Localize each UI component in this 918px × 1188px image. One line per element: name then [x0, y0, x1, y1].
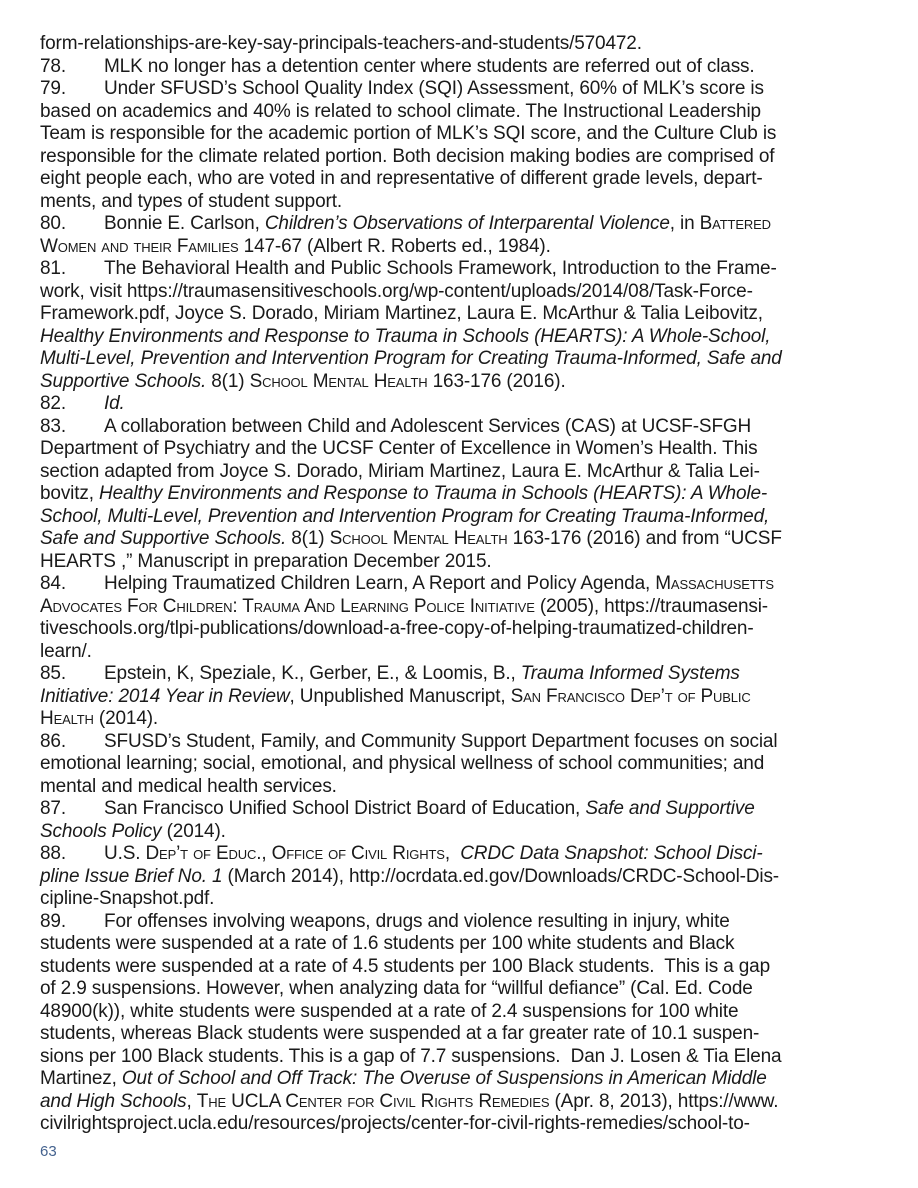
footnote-number: 86.	[40, 730, 66, 752]
text-run: Team is responsible for the academic portion of MLK’s SQI score, and the Culture Club is	[40, 123, 777, 144]
text-line	[40, 798, 888, 821]
text-run: Trauma Informed Systems	[520, 663, 740, 684]
text-run: 48900(k)), white students were suspended at a rate of 2.4 suspensions for 100 white	[40, 1000, 739, 1022]
text-line	[40, 641, 888, 664]
text-line	[40, 866, 888, 889]
footnote-number: 85.	[40, 663, 66, 684]
text-line	[40, 303, 888, 326]
text-run: Martinez,	[40, 1068, 122, 1089]
text-run: Battered	[699, 213, 771, 234]
text-run: (Apr. 8, 2013), https://www.	[549, 1090, 779, 1112]
text-line	[40, 753, 888, 776]
text-line	[40, 1068, 888, 1091]
text-run: responsible for the climate related portion. Both decision making bodies are comprised of	[40, 145, 775, 167]
text-run: Id.	[104, 393, 125, 414]
text-run: (2014).	[93, 708, 159, 729]
text-line	[40, 1113, 888, 1136]
text-run: Massachusetts	[655, 573, 774, 594]
text-run: MLK no longer has a detention center where students are referred out of class.	[104, 55, 755, 77]
text-run: The UCLA Center for Civil Rights Remedies	[196, 1090, 550, 1112]
text-line	[40, 33, 888, 56]
footnote-number: 87.	[40, 798, 66, 819]
text-run: ,	[186, 1090, 197, 1112]
text-run: students were suspended at a rate of 1.6 students per 100 white students and Black	[40, 933, 735, 954]
text-run: ments, and types of student support.	[40, 190, 342, 212]
text-line	[40, 146, 888, 169]
footnote-number: 81.	[40, 258, 66, 279]
text-run: work, visit https://traumasensitiveschools.org/wp-content/uploads/2014/08/Task-Force-	[40, 280, 753, 302]
text-run: School Mental Health	[329, 528, 508, 549]
text-line	[40, 978, 888, 1001]
text-run: HEARTS ,” Manuscript in preparation December 2015.	[40, 550, 492, 572]
text-line	[40, 911, 888, 934]
text-line	[40, 686, 888, 709]
text-run: School, Multi-Level, Prevention and Intervention Program for Creating Trauma-Informed,	[40, 505, 770, 527]
text-line	[40, 168, 888, 191]
text-line	[40, 393, 888, 416]
text-run: 8(1)	[286, 528, 330, 549]
text-run: learn/.	[40, 640, 92, 662]
text-run: CRDC Data Snapshot: School Disci-	[460, 843, 763, 864]
text-line	[40, 213, 888, 236]
text-run: pline Issue Brief No. 1	[40, 865, 223, 887]
text-run: Out of School and Off Track: The Overuse of Suspensions in American Middle	[121, 1068, 767, 1089]
text-run: students, whereas Black students were suspended at a far greater rate of 10.1 suspen-	[40, 1023, 760, 1044]
document-lines	[40, 33, 888, 1136]
text-run: Department of Psychiatry and the UCSF Center of Excellence in Women’s Health. This	[40, 438, 758, 459]
text-run: bovitz,	[40, 483, 99, 504]
footnote-number: 88.	[40, 843, 66, 864]
text-run: U.S. Dep’t of Educ., Office of Civil Rights	[104, 843, 445, 864]
text-run: Safe and Supportive	[585, 798, 755, 819]
text-run: Bonnie E. Carlson,	[104, 213, 265, 234]
text-run: of 2.9 suspensions. However, when analyzing data for “willful defiance” (Cal. Ed. Code	[40, 978, 753, 999]
text-run: For offenses involving weapons, drugs and violence resulting in injury, white	[104, 910, 730, 932]
text-line	[40, 708, 888, 731]
text-run: based on academics and 40% is related to school climate. The Instructional Leadership	[40, 100, 761, 122]
text-run: San Francisco Dep’t of Public	[510, 685, 751, 707]
footnote-number: 78.	[40, 55, 66, 77]
text-line	[40, 1001, 888, 1024]
text-run: , Unpublished Manuscript,	[289, 685, 511, 707]
text-run: (March 2014), http://ocrdata.ed.gov/Downloads/CRDC-School-Dis-	[222, 865, 779, 887]
text-run: Multi-Level, Prevention and Intervention Program for Creating Trauma-Informed, Safe and	[40, 348, 782, 369]
text-line	[40, 101, 888, 124]
text-line	[40, 461, 888, 484]
text-run: Health	[40, 708, 94, 729]
text-run: Supportive Schools.	[40, 370, 207, 392]
text-line	[40, 348, 888, 371]
text-line	[40, 573, 888, 596]
text-line	[40, 1023, 888, 1046]
text-run: Initiative: 2014 Year in Review	[40, 685, 290, 707]
footnote-number: 80.	[40, 213, 66, 234]
text-run: sions per 100 Black students. This is a gap of 7.7 suspensions. Dan J. Losen & Tia Elena	[40, 1045, 782, 1067]
text-run: civilrightsproject.ucla.edu/resources/projects/center-for-civil-rights-remedies/school-to-	[40, 1113, 750, 1134]
text-run: School Mental Health	[249, 370, 428, 392]
text-line	[40, 371, 888, 394]
text-run: form-relationships-are-key-say-principals-teachers-and-students/570472.	[40, 33, 642, 54]
footnote-number: 82.	[40, 393, 66, 414]
text-line	[40, 1046, 888, 1069]
text-line	[40, 258, 888, 281]
text-run: mental and medical health services.	[40, 775, 337, 797]
text-line	[40, 956, 888, 979]
text-line	[40, 78, 888, 101]
text-line	[40, 551, 888, 574]
text-line	[40, 821, 888, 844]
text-run: Safe and Supportive Schools.	[40, 528, 287, 549]
text-line	[40, 191, 888, 214]
footnote-number: 79.	[40, 78, 66, 99]
text-run: A collaboration between Child and Adolescent Services (CAS) at UCSF-SFGH	[104, 415, 752, 437]
text-line	[40, 933, 888, 956]
text-run: 147-67 (Albert R. Roberts ed., 1984).	[238, 235, 551, 257]
footnote-number: 84.	[40, 573, 66, 594]
text-line	[40, 1091, 888, 1114]
text-line	[40, 438, 888, 461]
text-run: ,	[444, 843, 461, 864]
text-run: cipline-Snapshot.pdf.	[40, 888, 215, 909]
text-line	[40, 888, 888, 911]
text-run: Healthy Environments and Response to Trauma in Schools (HEARTS): A Whole-School,	[40, 325, 771, 347]
text-line	[40, 56, 888, 79]
text-run: (2014).	[161, 820, 226, 842]
text-run: Healthy Environments and Response to Trauma in Schools (HEARTS): A Whole-	[99, 483, 768, 504]
text-run: Advocates For Children: Trauma And Learning Police Initiative	[40, 595, 535, 617]
text-line	[40, 596, 888, 619]
text-line	[40, 416, 888, 439]
text-run: tiveschools.org/tlpi-publications/download-a-free-copy-of-helping-traumatized-children-	[40, 618, 754, 639]
text-run: eight people each, who are voted in and representative of different grade levels, depart-	[40, 168, 763, 189]
footnote-number: 83.	[40, 415, 66, 437]
text-run: , in	[669, 213, 700, 234]
text-line	[40, 618, 888, 641]
text-line	[40, 483, 888, 506]
text-run: SFUSD’s Student, Family, and Community Support Department focuses on social	[104, 730, 778, 752]
text-run: Under SFUSD’s School Quality Index (SQI) Assessment, 60% of MLK’s score is	[104, 78, 764, 99]
text-line	[40, 528, 888, 551]
text-line	[40, 506, 888, 529]
text-run: students were suspended at a rate of 4.5 students per 100 Black students. This is a gap	[40, 955, 771, 977]
page-number: 63	[40, 1142, 57, 1160]
text-line	[40, 123, 888, 146]
text-run: San Francisco Unified School District Board of Education,	[104, 798, 586, 819]
text-line	[40, 326, 888, 349]
text-run: Epstein, K, Speziale, K., Gerber, E., & Loomis, B.,	[104, 663, 521, 684]
text-run: 8(1)	[206, 370, 250, 392]
text-run: Women and their Families	[40, 235, 239, 257]
text-run: Helping Traumatized Children Learn, A Report and Policy Agenda,	[104, 573, 656, 594]
text-run: 163-176 (2016).	[427, 370, 566, 392]
text-line	[40, 281, 888, 304]
text-run: Children’s Observations of Interparental Violence	[264, 213, 670, 234]
text-run: and High Schools	[40, 1090, 187, 1112]
text-run: (2005), https://traumasensi-	[534, 595, 768, 617]
text-line	[40, 236, 888, 259]
text-run: Framework.pdf, Joyce S. Dorado, Miriam Martinez, Laura E. McArthur & Talia Leibovitz,	[40, 303, 763, 324]
text-line	[40, 731, 888, 754]
footnote-number: 89.	[40, 910, 66, 932]
text-run: Schools Policy	[40, 820, 162, 842]
text-line	[40, 776, 888, 799]
text-line	[40, 843, 888, 866]
text-run: 163-176 (2016) and from “UCSF	[507, 528, 782, 549]
text-run: emotional learning; social, emotional, and physical wellness of school communities; and	[40, 753, 765, 774]
text-run: section adapted from Joyce S. Dorado, Miriam Martinez, Laura E. McArthur & Talia Lei-	[40, 460, 760, 482]
text-run: The Behavioral Health and Public Schools Framework, Introduction to the Frame-	[104, 258, 777, 279]
text-line	[40, 663, 888, 686]
